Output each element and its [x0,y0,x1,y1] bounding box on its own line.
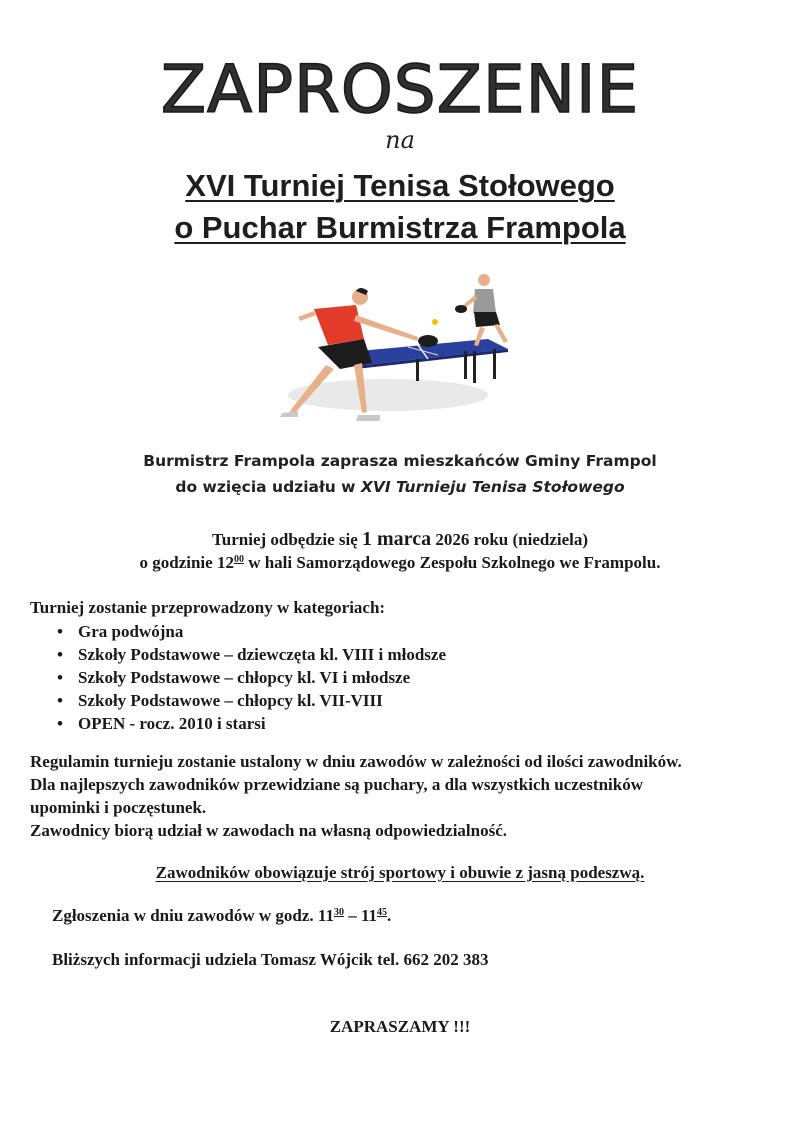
list-item: • Szkoły Podstawowe – chłopcy kl. VII-VIII [57,691,383,710]
list-item: • OPEN - rocz. 2010 i starsi [57,714,266,733]
rules-line: upominki i poczęstunek. [30,798,207,817]
heading-line-2: o Puchar Burmistrza Frampola [174,210,626,245]
right-player-shirt [473,289,496,313]
rules-paragraph [30,750,790,842]
dress-code: Zawodników obowiązuje strój sportowy i obuwie z jasną podeszwą. [155,863,645,882]
categories-heading: Turniej zostanie przeprowadzony w kategoriach: [30,598,386,617]
rules-line: Zawodnicy biorą udział w zawodach na własną odpowiedzialność. [30,821,508,840]
list-item: • Szkoły Podstawowe – dziewczęta kl. VIII i młodsze [57,645,446,664]
bullet-icon: • [57,668,63,687]
left-player-shirt [314,305,364,345]
schedule-date-line: Turniej odbędzie się 1 marca 2026 roku (niedziela) [211,528,589,550]
schedule-place-line: o godzinie $12^{00}$ w hali Samorządowego Zespołu Szkolnego we Frampolu. [139,553,661,572]
rules-line: Regulamin turnieju zostanie ustalony w dniu zawodów w zależności od ilości zawodników. [30,752,682,771]
closing-text: ZAPRASZAMY !!! [329,1017,471,1036]
page-title: ZAPROSZENIE [160,51,640,128]
rules-line: Dla najlepszych zawodników przewidziane są puchary, a dla wszystkich uczestników [30,775,643,794]
registration-hours: Zgłoszenia w dniu zawodów w godz. $11^{30} - 11^{45}$. [52,906,392,925]
event-date: 1 marca [362,528,432,550]
ball-icon [432,319,438,325]
bullet-icon: • [57,691,63,710]
subtitle-na: na [385,126,415,154]
bullet-icon: • [57,645,63,664]
invitation-line-2: do wzięcia udziału w XVI Turnieju Tenisa Stołowego [175,478,625,496]
contact-info: Bliższych informacji udziela Tomasz Wójcik tel. 662 202 383 [52,950,489,969]
table-tennis-players-icon [268,265,538,430]
list-item: • Gra podwójna [57,622,184,641]
bullet-icon: • [57,714,63,733]
invitation-line-1: Burmistrz Frampola zaprasza mieszkańców Gminy Frampol [143,452,657,470]
heading-line-1: XVI Turniej Tenisa Stołowego [185,168,615,203]
bullet-icon: • [57,622,63,641]
categories-list [30,620,446,735]
list-item: • Szkoły Podstawowe – chłopcy kl. VI i młodsze [57,668,411,687]
